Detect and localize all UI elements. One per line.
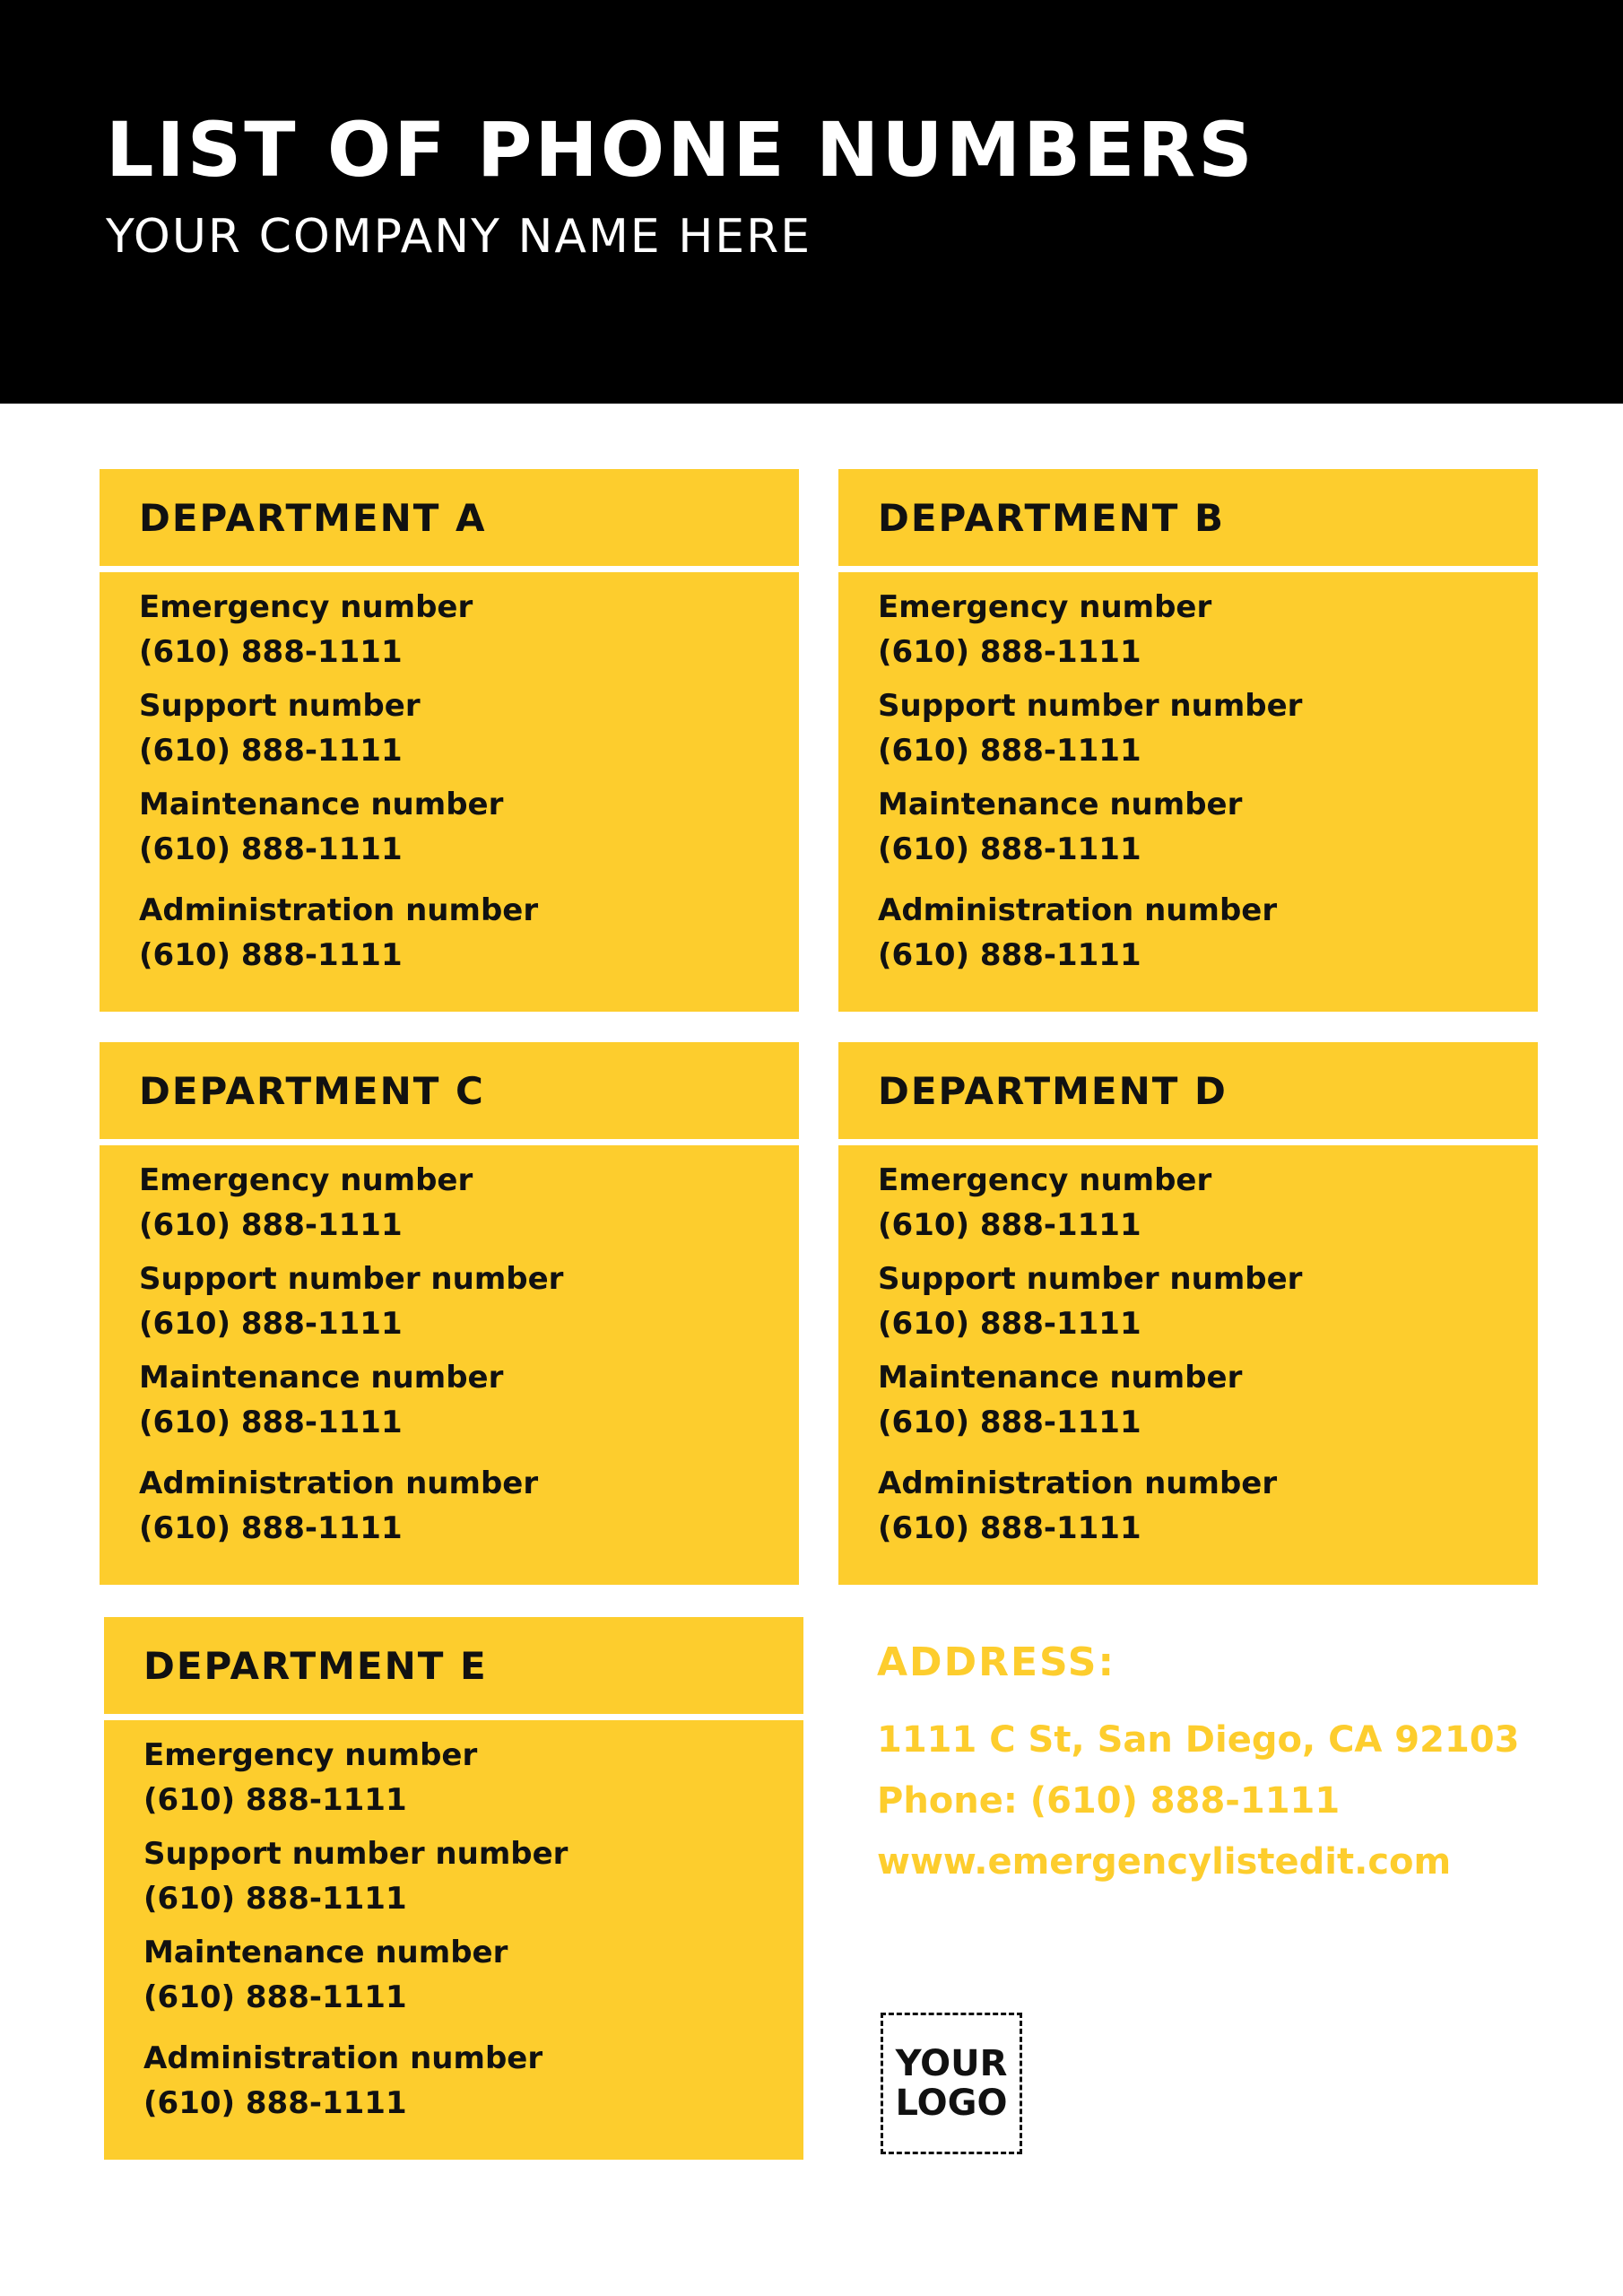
contact-label: Maintenance number [143, 1935, 508, 1970]
company-name: YOUR COMPANY NAME HERE [106, 210, 812, 264]
contact-label: Administration number [878, 892, 1278, 928]
contact-entry [878, 1257, 1302, 1346]
contact-label: Support number number [878, 1261, 1303, 1297]
contact-entry [878, 1158, 1211, 1248]
contact-number: (610) 888-1111 [143, 2085, 407, 2121]
contact-number: (610) 888-1111 [139, 937, 403, 973]
contact-label: Support number number [139, 1261, 564, 1297]
contact-entry [139, 585, 473, 674]
department-name: DEPARTMENT E [143, 1644, 488, 1688]
contact-number: (610) 888-1111 [878, 1510, 1141, 1546]
contact-label: Support number [139, 688, 421, 724]
contact-label: Emergency number [139, 1162, 473, 1198]
department-body [838, 1145, 1538, 1585]
contact-label: Maintenance number [139, 787, 504, 822]
contact-entry [878, 782, 1242, 872]
department-card-b [838, 469, 1538, 1012]
contact-entry [878, 683, 1302, 773]
contact-label: Emergency number [139, 589, 473, 625]
department-body [104, 1720, 803, 2160]
website-link[interactable]: www.emergencylistedit.com [877, 1841, 1452, 1883]
department-name: DEPARTMENT A [139, 496, 487, 540]
department-body [100, 1145, 799, 1585]
contact-number: (610) 888-1111 [143, 1782, 407, 1818]
contact-number: (610) 888-1111 [878, 1306, 1141, 1342]
contact-label: Administration number [143, 2040, 543, 2076]
contact-number: (610) 888-1111 [139, 1405, 403, 1440]
contact-number: (610) 888-1111 [139, 1510, 403, 1546]
contact-number: (610) 888-1111 [139, 1207, 403, 1243]
department-header [100, 469, 799, 566]
department-body [838, 572, 1538, 1012]
contact-label: Maintenance number [139, 1360, 504, 1396]
contact-number: (610) 888-1111 [143, 1979, 407, 2015]
department-header [838, 469, 1538, 566]
contact-entry [878, 585, 1211, 674]
department-name: DEPARTMENT C [139, 1069, 485, 1113]
logo-text-line2: LOGO [895, 2083, 1008, 2124]
department-card-d [838, 1042, 1538, 1585]
page-title: LIST OF PHONE NUMBERS [106, 106, 1255, 194]
contact-number: (610) 888-1111 [878, 937, 1141, 973]
contact-entry [139, 683, 421, 773]
contact-number: (610) 888-1111 [878, 831, 1141, 867]
contact-number: (610) 888-1111 [878, 1405, 1141, 1440]
contact-entry [143, 2036, 542, 2126]
contact-label: Maintenance number [878, 1360, 1243, 1396]
department-card-e [104, 1617, 803, 2160]
contact-entry [143, 1733, 477, 1822]
department-body [100, 572, 799, 1012]
contact-entry [139, 1355, 503, 1445]
contact-entry [139, 1461, 538, 1551]
contact-number: (610) 888-1111 [878, 1207, 1141, 1243]
contact-entry [878, 888, 1277, 978]
address-block [877, 1639, 1520, 1892]
department-card-c [100, 1042, 799, 1585]
contact-number: (610) 888-1111 [139, 831, 403, 867]
contact-number: (610) 888-1111 [878, 733, 1141, 769]
contact-entry [139, 782, 503, 872]
contact-number: (610) 888-1111 [143, 1881, 407, 1917]
contact-entry [139, 1158, 473, 1248]
contact-entry [878, 1355, 1242, 1445]
department-card-a [100, 469, 799, 1012]
contact-label: Administration number [878, 1465, 1278, 1501]
contact-number: (610) 888-1111 [139, 733, 403, 769]
department-header [838, 1042, 1538, 1139]
contact-entry [143, 1831, 568, 1921]
contact-entry [139, 888, 538, 978]
contact-label: Support number number [143, 1836, 568, 1872]
contact-label: Emergency number [878, 589, 1212, 625]
department-name: DEPARTMENT B [878, 496, 1226, 540]
contact-label: Emergency number [143, 1737, 478, 1773]
address-title: ADDRESS: [877, 1639, 1116, 1685]
address-phone: Phone: (610) 888-1111 [877, 1780, 1341, 1822]
contact-label: Administration number [139, 1465, 539, 1501]
logo-text-line1: YOUR [895, 2043, 1008, 2084]
contact-number: (610) 888-1111 [139, 1306, 403, 1342]
address-street: 1111 C St, San Diego, CA 92103 [877, 1719, 1520, 1761]
contact-label: Administration number [139, 892, 539, 928]
header-banner [0, 0, 1623, 404]
contact-label: Support number number [878, 688, 1303, 724]
department-name: DEPARTMENT D [878, 1069, 1228, 1113]
contact-label: Emergency number [878, 1162, 1212, 1198]
contact-entry [143, 1930, 508, 2020]
contact-number: (610) 888-1111 [139, 634, 403, 670]
contact-entry [139, 1257, 563, 1346]
department-header [100, 1042, 799, 1139]
contact-number: (610) 888-1111 [878, 634, 1141, 670]
contact-label: Maintenance number [878, 787, 1243, 822]
department-header [104, 1617, 803, 1714]
contact-entry [878, 1461, 1277, 1551]
logo-placeholder [881, 2013, 1022, 2154]
